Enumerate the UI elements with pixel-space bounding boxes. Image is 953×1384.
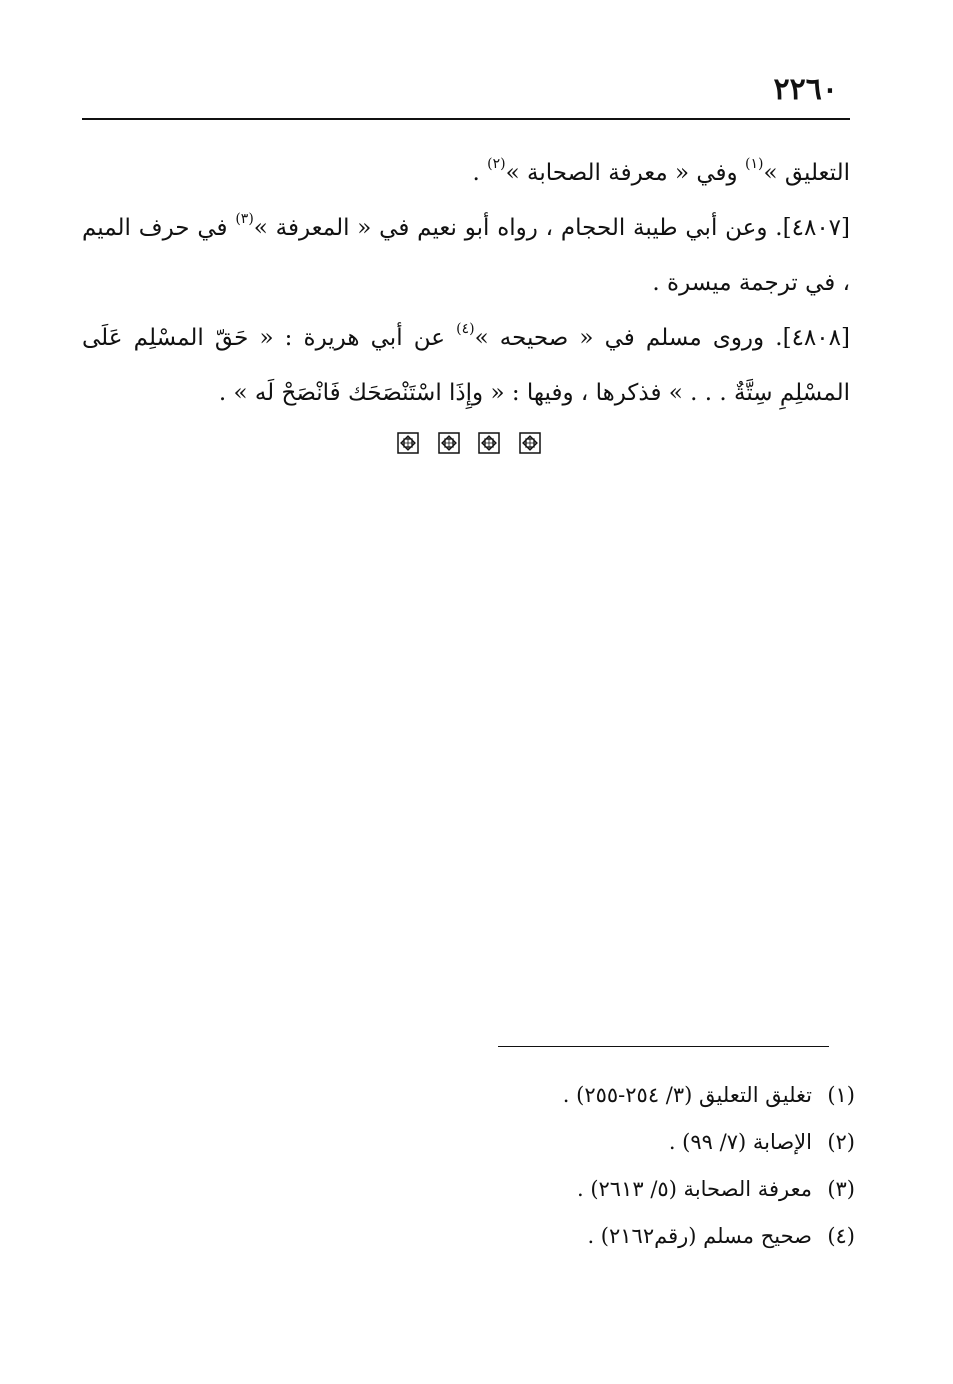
entry-4808	[82, 311, 850, 421]
footnote-ref-4: (٤)	[456, 321, 475, 338]
entry-text: . وروى مسلم في « صحيحه »	[474, 325, 783, 351]
footnote-3	[430, 1166, 855, 1213]
footnote-1	[430, 1072, 855, 1119]
ornament-icon	[397, 432, 419, 454]
continued-text-part: .	[472, 160, 488, 186]
ornament-icon	[478, 432, 500, 454]
footnotes	[430, 1072, 855, 1260]
ornament-icon	[519, 432, 541, 454]
footnote-ref-2: (٢)	[487, 156, 506, 173]
entry-text: . وعن أبي طيبة الحجام ، رواه أبو نعيم في « المعرفة »	[253, 215, 783, 241]
entry-text: عن أبي هريرة : « حَقّ المسْلِم عَلَى المسْلِمِ سِتَّةٌ . . . » فذكرها ، وفيها : « وإِذَا اسْتَنْصَحَك فَانْصَحْ لَه » .	[82, 325, 850, 406]
footnote-text: صحيح مسلم (رقم٢١٦٢) .	[587, 1224, 812, 1248]
entry-text: في حرف الميم ، في ترجمة ميسرة .	[82, 215, 850, 296]
entry-number: [٤٨٠٧]	[782, 215, 851, 241]
footnote-rule	[498, 1046, 829, 1047]
main-text	[82, 146, 850, 421]
footnote-number: (٣)	[827, 1177, 855, 1201]
header-rule	[82, 118, 850, 120]
continued-text-paragraph	[82, 146, 850, 201]
footnote-ref-3: (٣)	[235, 211, 254, 228]
ornament-icon	[438, 432, 460, 454]
footnote-2	[430, 1119, 855, 1166]
footnote-number: (١)	[827, 1083, 855, 1107]
footnote-number: (٤)	[827, 1224, 855, 1248]
footnote-ref-1: (١)	[744, 156, 764, 173]
entry-4807	[82, 201, 850, 311]
footnote-text: الإصابة (٧/ ٩٩) .	[668, 1130, 812, 1154]
footnote-number: (٢)	[827, 1130, 855, 1154]
continued-text-part: التعليق »	[763, 160, 850, 186]
continued-text-part: وفي « معرفة الصحابة »	[505, 160, 745, 186]
ornament-divider	[397, 430, 541, 456]
footnote-text: معرفة الصحابة (٥/ ٢٦١٣) .	[576, 1177, 812, 1201]
footnote-4	[430, 1213, 855, 1260]
footnote-text: تغليق التعليق (٣/ ٢٥٤-٢٥٥) .	[562, 1083, 812, 1107]
page-number: ٢٢٦٠	[773, 72, 838, 107]
entry-number: [٤٨٠٨]	[782, 325, 850, 351]
